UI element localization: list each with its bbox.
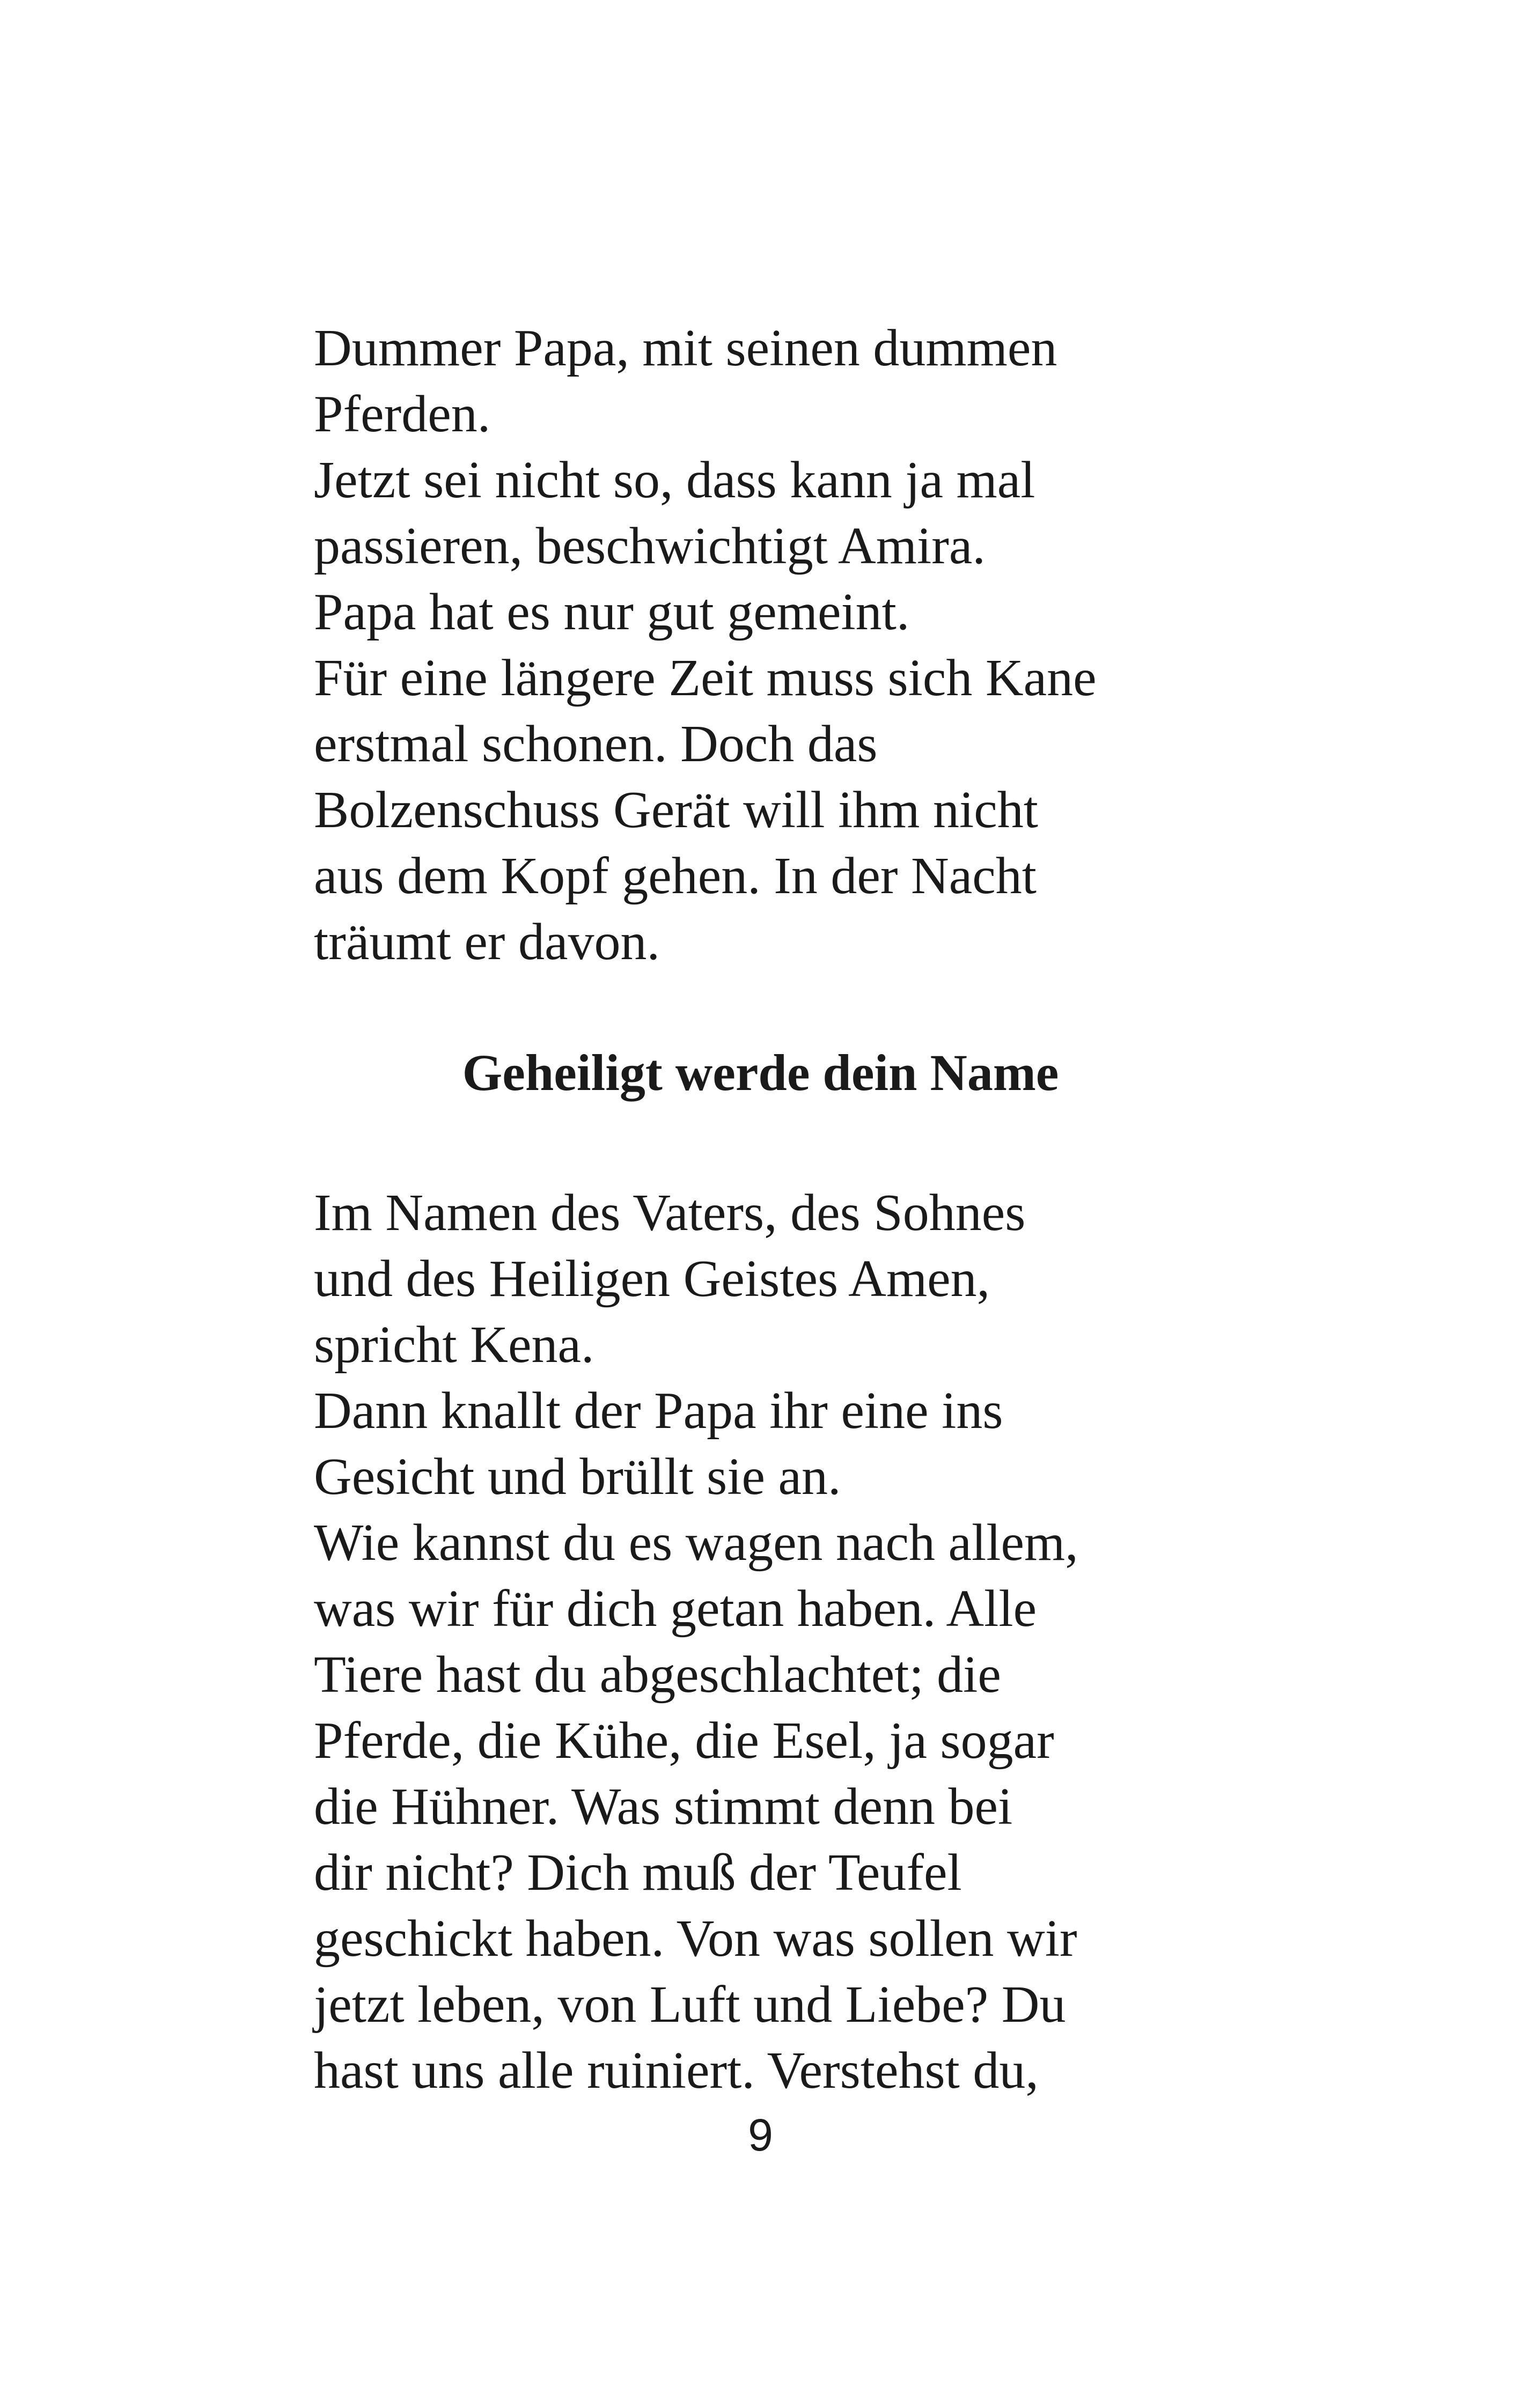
text-line: die Hühner. Was stimmt denn bei	[314, 1778, 1013, 1836]
text-line: was wir für dich getan haben. Alle	[314, 1580, 1037, 1638]
chapter-heading	[0, 1040, 1521, 1106]
text-line: Gesicht und brüllt sie an.	[314, 1448, 841, 1506]
text-line: Bolzenschuss Gerät will ihm nicht	[314, 781, 1038, 839]
text-line: und des Heiligen Geistes Amen,	[314, 1250, 990, 1308]
page-number: 9	[748, 2110, 773, 2160]
text-line: Pferde, die Kühe, die Esel, ja sogar	[314, 1712, 1054, 1770]
text-line: Tiere hast du abgeschlachtet; die	[314, 1646, 1001, 1704]
text-line: Im Namen des Vaters, des Sohnes	[314, 1184, 1026, 1242]
text-line: erstmal schonen. Doch das	[314, 715, 878, 773]
text-line: dir nicht? Dich muß der Teufel	[314, 1844, 962, 1902]
text-line: hast uns alle ruiniert. Verstehst du,	[314, 2042, 1039, 2100]
text-line: spricht Kena.	[314, 1316, 594, 1374]
text-line: Pferden.	[314, 385, 491, 443]
text-line: Dann knallt der Papa ihr eine ins	[314, 1382, 1003, 1440]
text-line: jetzt leben, von Luft und Liebe? Du	[314, 1976, 1066, 2034]
paragraph-block-2	[314, 1180, 1226, 2104]
chapter-heading-text: Geheiligt werde dein Name	[462, 1044, 1059, 1101]
text-line: träumt er davon.	[314, 913, 660, 971]
text-line: geschickt haben. Von was sollen wir	[314, 1910, 1077, 1968]
text-line: aus dem Kopf gehen. In der Nacht	[314, 847, 1037, 905]
text-line: passieren, beschwichtigt Amira.	[314, 517, 986, 575]
text-line: Für eine längere Zeit muss sich Kane	[314, 649, 1097, 707]
text-line: Jetzt sei nicht so, dass kann ja mal	[314, 451, 1035, 509]
text-line: Dummer Papa, mit seinen dummen	[314, 319, 1057, 377]
text-line: Papa hat es nur gut gemeint.	[314, 583, 910, 641]
paragraph-block-1	[314, 315, 1226, 975]
text-line: Wie kannst du es wagen nach allem,	[314, 1514, 1078, 1572]
